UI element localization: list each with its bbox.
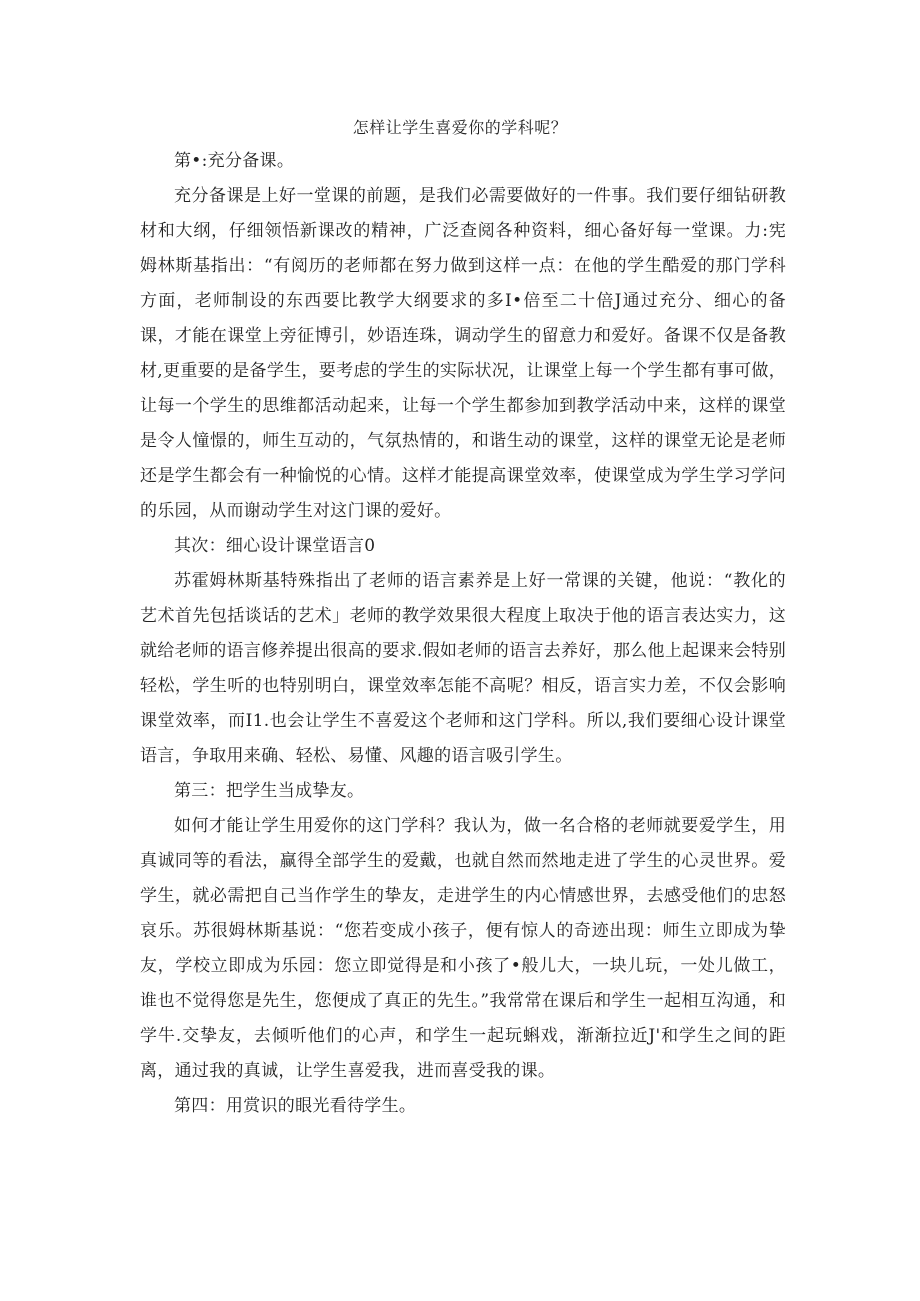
- paragraph-2: 苏霍姆林斯基特殊指出了老师的语言素养是上好一常课的关键，他说：“教化的艺术首先包括谈话的艺术」老师的教学效果很大程度上取决于他的语言表达实力，这就给老师的语言修养提出很高的要求.假如老师的语言去养好，那么他上起课来会特别轻松，学生听的也特别明白，课堂效率怎能不高呢？相反，语言实力差，不仅会影响课堂效率，而I1.也会让学生不喜爱这个老师和这门学科。所以,我们要细心设计课堂语言，争取用来确、轻松、易懂、风趣的语言吸引学生。: [140, 571, 786, 766]
- paragraph-1: 充分备课是上好一堂课的前题，是我们必需要做好的一件事。我们要仔细钻研教材和大纲，仔细领悟新课改的精神，广泛查阅各种资料，细心备好每一堂课。力:宪姆林斯基指出：“有阅历的老师都在努力做到这样一点：在他的学生酷爱的那门学科方面，老师制设的东西要比教学大纲要求的多I•倍至二十倍J通过充分、细心的备课，才能在课堂上旁征博引，妙语连珠，调动学生的留意力和爱好。备课不仅是备教材,更重要的是备学生，要考虑的学生的实际状况，让课堂上每一个学生都有事可做，让每一个学生的思维都活动起来，让每一个学生都参加到教学活动中来，这样的课堂是令人憧憬的，师生互动的，气氛热情的，和谐生动的课堂，这样的课堂无论是老师还是学生都会有一种愉悦的心情。这样才能提高课堂效率，使课堂成为学生学习学问的乐园，从而谢动学生对这门课的爱好。: [140, 186, 786, 521]
- document-title: 怎样让学生喜爱你的学科呢？: [352, 118, 568, 137]
- section-heading-3: 第三：把学生当成挚友。: [174, 781, 365, 801]
- document-body: [140, 144, 786, 1124]
- section-heading-1: 第•:充分备课。: [174, 151, 295, 171]
- section-heading-2: 其次：细心设计课堂语言0: [174, 536, 376, 556]
- section-heading-4: 第四：用赏识的眼光看待学生。: [174, 1096, 417, 1116]
- paragraph-3: 如何才能让学生用爱你的这门学科？我认为，做一名合格的老师就要爱学生，用真诚同等的看法，赢得全部学生的爱戴，也就自然而然地走进了学生的心灵世界。爱学生，就必需把自己当作学生的挚友，走进学生的内心情感世界，去感受他们的忠怒哀乐。苏很姆林斯基说：“您若变成小孩子，便有惊人的奇迹出现：师生立即成为挚友，学校立即成为乐园：您立即觉得是和小孩了•般儿大，一块儿玩，一处儿做工，谁也不觉得您是先生，您便成了真正的先生。”我常常在课后和学生一起相互沟通，和学牛.交挚友，去倾听他们的心声，和学生一起玩蝌戏，渐渐拉近J'和学生之间的距离，通过我的真诚，让学生喜爱我，进而喜受我的课。: [140, 816, 786, 1081]
